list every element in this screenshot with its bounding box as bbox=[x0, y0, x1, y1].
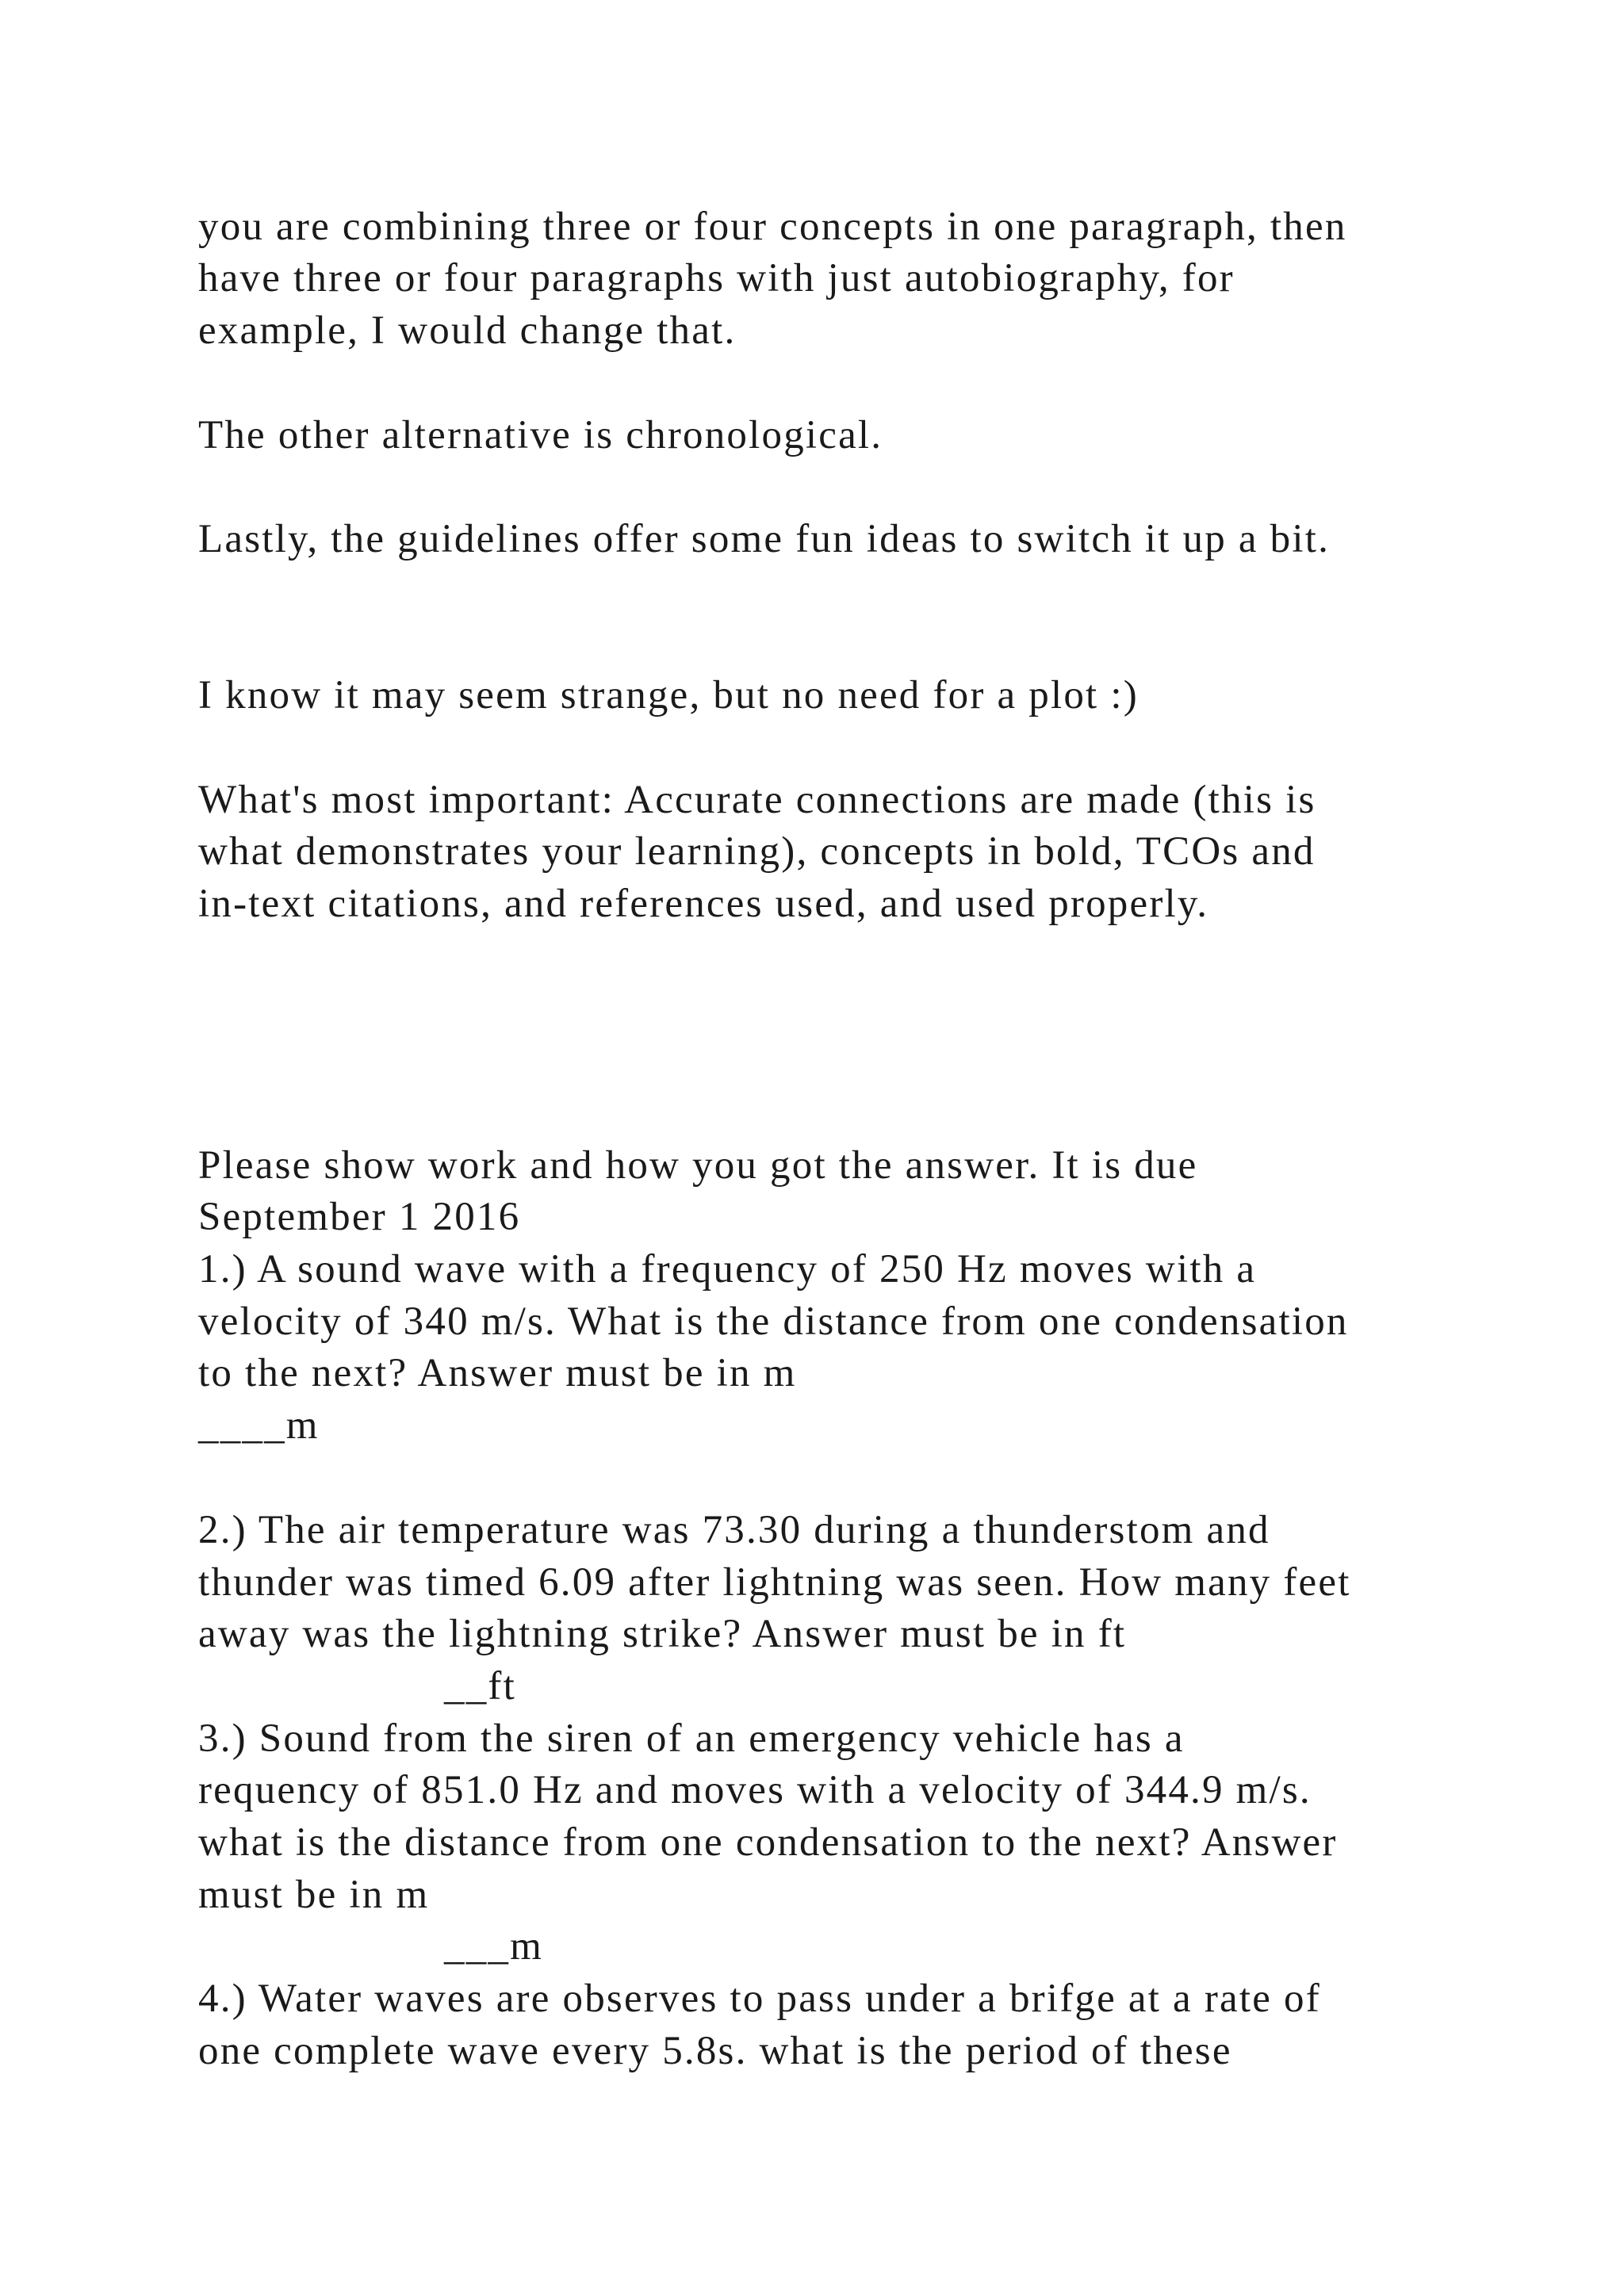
text-line: in-text citations, and references used, and used properly. bbox=[198, 882, 1209, 926]
question-1-line: 1.) A sound wave with a frequency of 250 Hz moves with a bbox=[198, 1247, 1257, 1292]
answer-blank-2: __ft bbox=[444, 1664, 516, 1709]
text-line: what demonstrates your learning), concepts in bold, TCOs and bbox=[198, 829, 1316, 874]
question-2-line: 2.) The air temperature was 73.30 during a thunderstom and bbox=[198, 1508, 1270, 1552]
question-2-line: thunder was timed 6.09 after lightning was seen. How many feet bbox=[198, 1560, 1351, 1605]
text-line: I know it may seem strange, but no need for a plot :) bbox=[198, 673, 1139, 718]
question-2-line: away was the lightning strike? Answer must be in ft bbox=[198, 1612, 1127, 1656]
question-4-line: 4.) Water waves are observes to pass under a brifge at a rate of bbox=[198, 1976, 1321, 2021]
text-line: What's most important: Accurate connections are made (this is bbox=[198, 778, 1316, 822]
answer-blank-1: ____m bbox=[198, 1403, 320, 1448]
text-line: have three or four paragraphs with just autobiography, for bbox=[198, 256, 1235, 300]
answer-blank-3: ___m bbox=[444, 1924, 543, 1969]
text-line: The other alternative is chronological. bbox=[198, 413, 883, 457]
question-1-line: to the next? Answer must be in m bbox=[198, 1351, 797, 1395]
text-line: September 1 2016 bbox=[198, 1195, 521, 1239]
question-4-line: one complete wave every 5.8s. what is the period of these bbox=[198, 2029, 1232, 2073]
question-3-line: what is the distance from one condensation to the next? Answer bbox=[198, 1820, 1338, 1865]
text-line: example, I would change that. bbox=[198, 308, 737, 353]
text-line: you are combining three or four concepts in one paragraph, then bbox=[198, 205, 1347, 249]
text-line: Please show work and how you got the answer. It is due bbox=[198, 1143, 1198, 1188]
question-1-line: velocity of 340 m/s. What is the distance from one condensation bbox=[198, 1299, 1349, 1344]
question-3-line: 3.) Sound from the siren of an emergency vehicle has a bbox=[198, 1716, 1185, 1761]
question-3-line: requency of 851.0 Hz and moves with a velocity of 344.9 m/s. bbox=[198, 1768, 1312, 1812]
question-3-line: must be in m bbox=[198, 1873, 430, 1917]
text-line: Lastly, the guidelines offer some fun ideas to switch it up a bit. bbox=[198, 517, 1331, 561]
